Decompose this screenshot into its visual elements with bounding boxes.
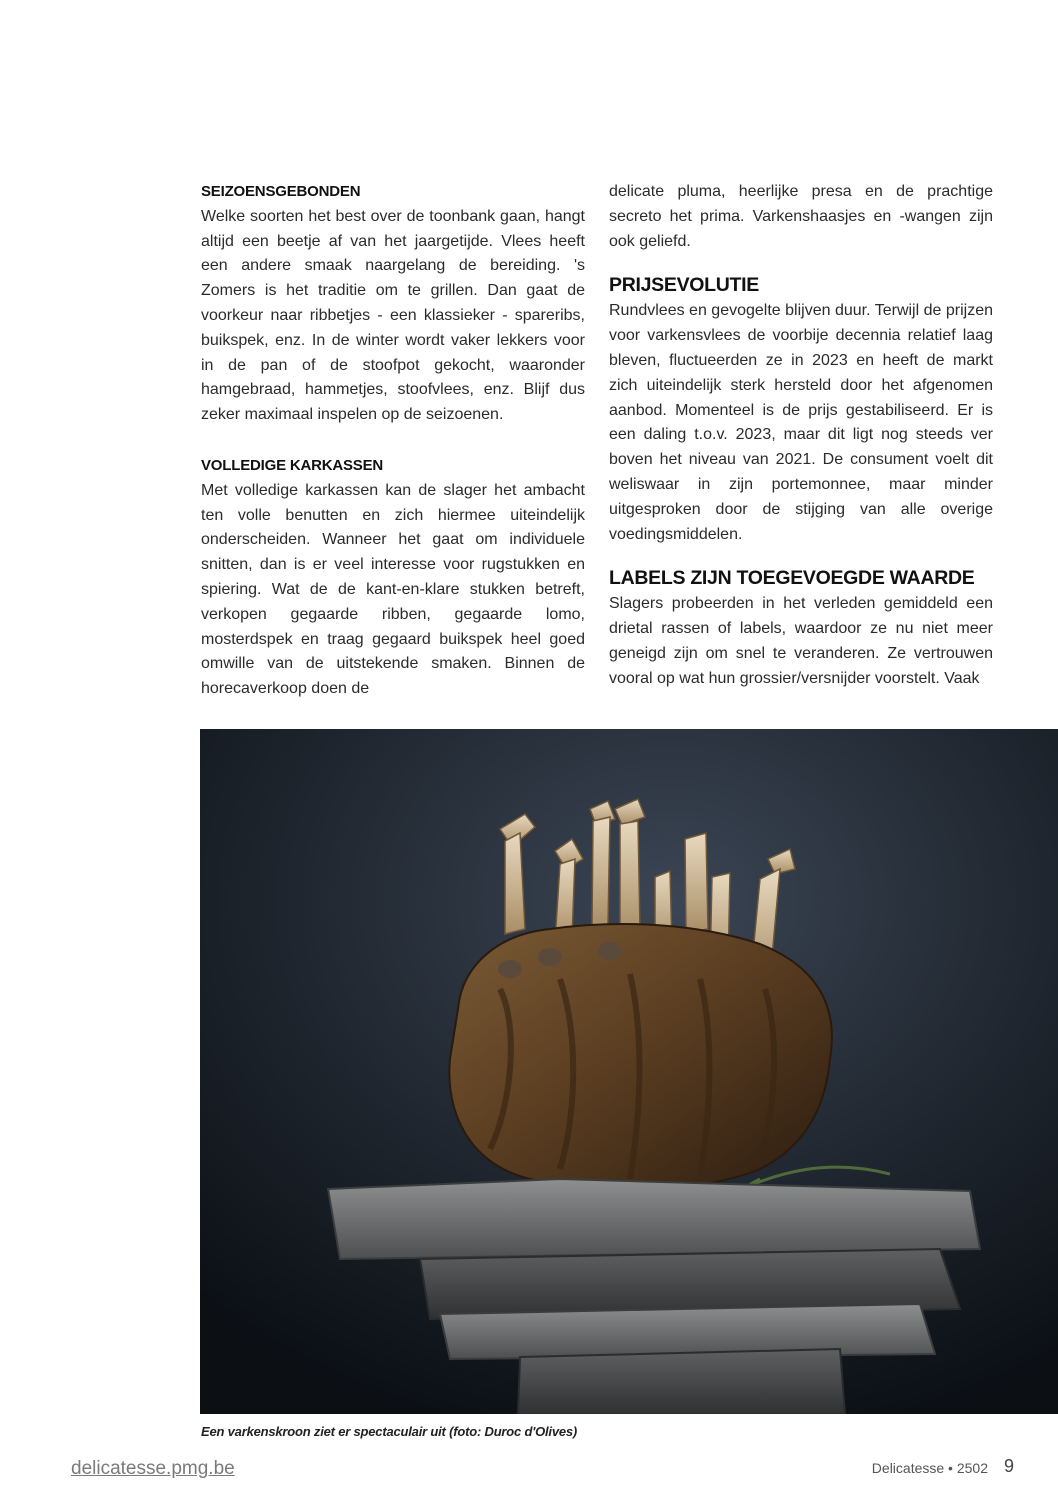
section-heading-volledige-karkassen: VOLLEDIGE KARKASSEN — [201, 456, 384, 474]
left-column — [201, 180, 585, 702]
photo-caption: Een varkenskroon ziet er spectaculair uit (foto: Duroc d'Olives) — [201, 1424, 578, 1439]
section-body-seizoensgebonden: Welke soorten het best over de toonbank gaan, hangt altijd een beetje af van het jaargetijde. Vlees heeft een andere smaak naargelang de bereiding. 's Zomers is het traditie om te grillen. Dan gaat de voorkeur naar ribbetjes - een klassieker - spareribs, buikspek, enz. In de winter wordt vaker lekkers voor in de pan of de stoofpot gekocht, waaronder hamgebraad, hammetjes, stoofvlees, enz. Blijf dus zeker maximaal inspelen op de seizoenen. — [201, 207, 585, 424]
continuation-paragraph: delicate pluma, heerlijke presa en de prachtige secreto het prima. Varkenshaasjes en -wangen zijn ook geliefd. — [609, 183, 993, 250]
footer-magazine-issue: Delicatesse • 2502 — [871, 1460, 988, 1476]
section-heading-labels: LABELS ZIJN TOEGEVOEGDE WAARDE — [609, 567, 975, 590]
section-heading-seizoensgebonden: SEIZOENSGEBONDEN — [201, 183, 361, 200]
section-body-labels: Slagers probeerden in het verleden gemiddeld een drietal rassen of labels, waardoor ze nu niet meer geneigd zijn om snel te veranderen. Ze vertrouwen vooral op wat hun grossier/versnijder voorstelt. Vaak — [609, 595, 993, 687]
section-body-volledige-karkassen: Met volledige karkassen kan de slager het ambacht ten volle benutten en zich hiermee uiteindelijk onderscheiden. Wanneer het gaat om individuele snitten, dan is er veel interesse voor rugstukken en spiering. Wat de de kant-en-klare stukken betreft, verkopen gegaarde ribben, gegaarde lomo, mosterdspek en traag gegaard buikspek heel goed omwille van de uitstekende smaken. Binnen de horecaverkoop doen de — [201, 481, 585, 698]
section-heading-prijsevolutie: PRIJSEVOLUTIE — [609, 274, 759, 297]
footer-url-link[interactable]: delicatesse.pmg.be — [71, 1458, 235, 1479]
right-column — [609, 180, 993, 692]
page-number: 9 — [1003, 1456, 1014, 1476]
section-body-prijsevolutie: Rundvlees en gevogelte blijven duur. Terwijl de prijzen voor varkensvlees de voorbije decennia relatief laag bleven, fluctueerden ze in 2023 en heeft de markt zich uiteindelijk sterk hersteld door het afgenomen aanbod. Momenteel is de prijs gestabiliseerd. Er is een daling t.o.v. 2023, maar dit ligt nog steeds ver boven het niveau van 2021. De consument voelt dit weliswaar in zijn portemonnee, maar minder uitgesproken door de stijging van alle overige voedingsmiddelen. — [609, 302, 993, 543]
pork-crown-photo — [200, 729, 1058, 1414]
